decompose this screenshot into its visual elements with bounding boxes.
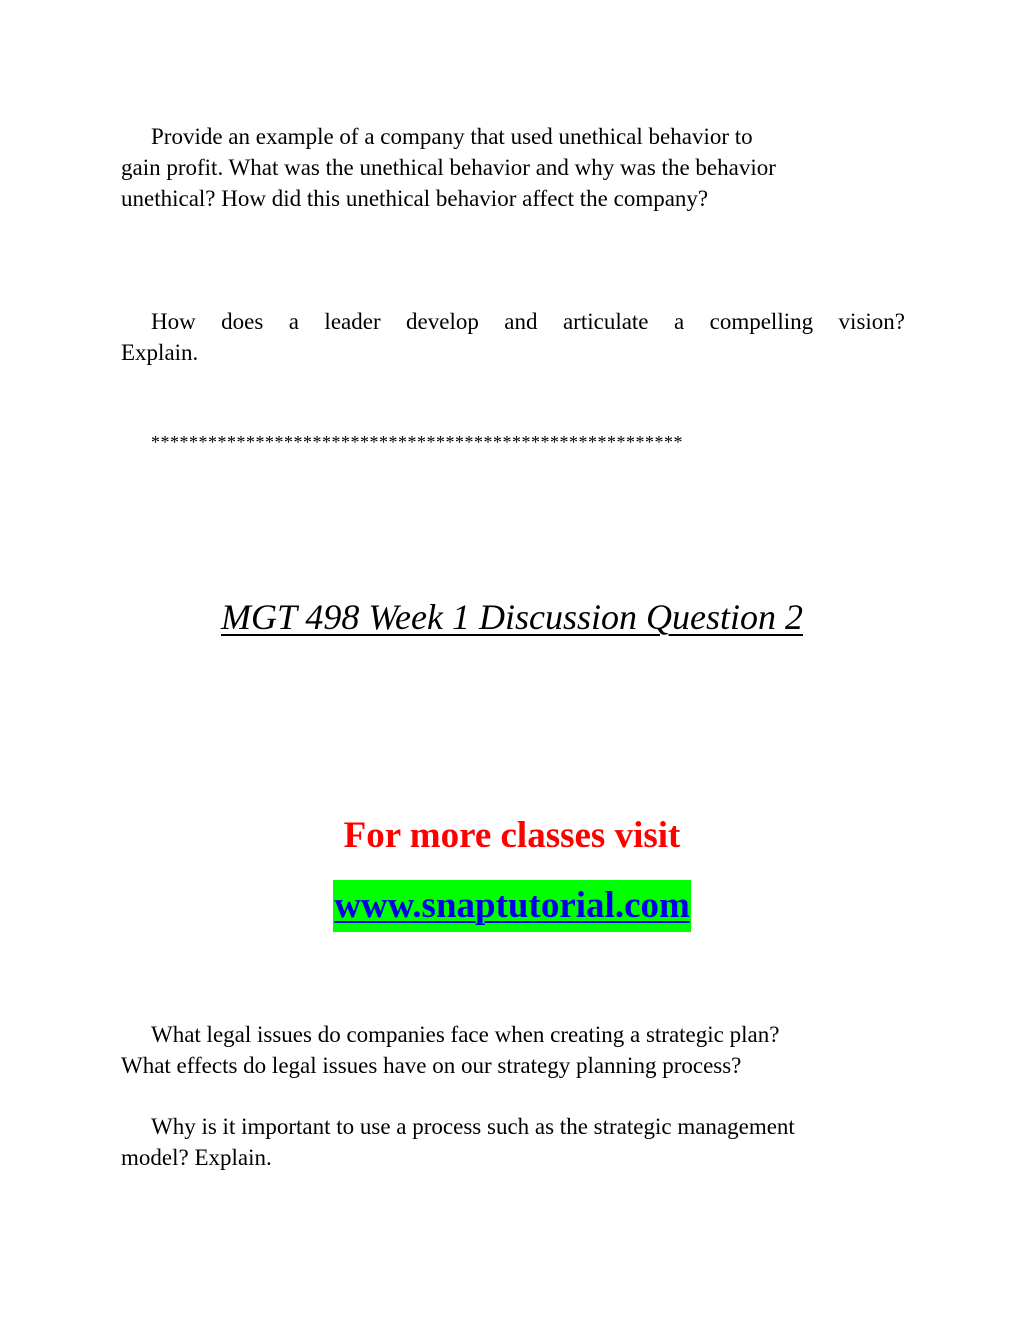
page-title: MGT 498 Week 1 Discussion Question 2 bbox=[221, 597, 803, 637]
question-unethical-behavior bbox=[121, 121, 905, 214]
link-container bbox=[0, 880, 1024, 932]
question-strategic-model bbox=[121, 1111, 905, 1173]
paragraph-line: Provide an example of a company that used unethical behavior to bbox=[151, 124, 753, 149]
promo-text: For more classes visit bbox=[343, 815, 681, 856]
paragraph-line: gain profit. What was the unethical behavior and why was the behavior bbox=[121, 155, 776, 180]
paragraph-line: What effects do legal issues have on our strategy planning process? bbox=[121, 1053, 742, 1078]
paragraph-line: model? Explain. bbox=[121, 1145, 272, 1170]
question-legal-issues bbox=[121, 1019, 905, 1081]
paragraph-line: Why is it important to use a process such as the strategic management bbox=[151, 1114, 795, 1139]
question-compelling-vision bbox=[121, 306, 905, 368]
paragraph-line: How does a leader develop and articulate a compelling vision? bbox=[151, 309, 905, 334]
paragraph-line: What legal issues do companies face when creating a strategic plan? bbox=[151, 1022, 780, 1047]
separator-stars: ******************************************************** bbox=[151, 432, 683, 452]
paragraph-line: unethical? How did this unethical behavior affect the company? bbox=[121, 186, 709, 211]
website-link[interactable]: www.snaptutorial.com bbox=[333, 880, 691, 932]
paragraph-line: Explain. bbox=[121, 340, 199, 365]
